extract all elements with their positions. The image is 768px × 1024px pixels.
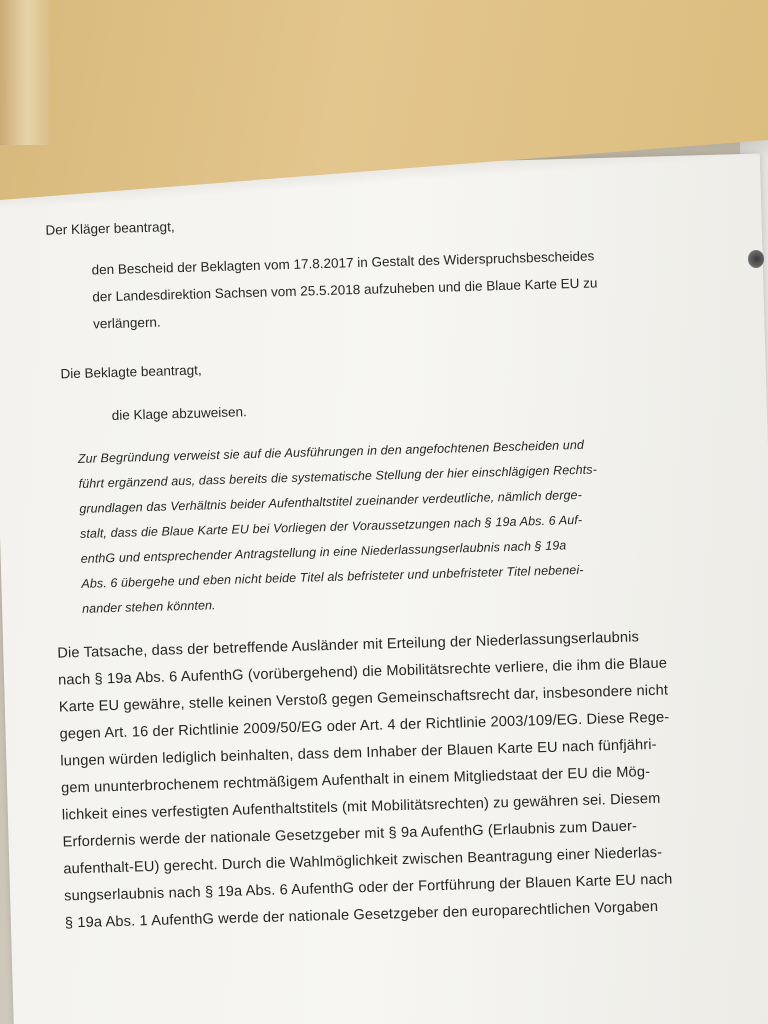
plaintiff-heading: Der Kläger beantragt, [45, 219, 175, 238]
paragraph-line: Karte EU gewähre, stelle keinen Verstoß gegen Gemeinschaftsrecht dar, insbesondere nicht [58, 682, 669, 716]
request-line: den Bescheid der Beklagten vom 17.8.2017 in Gestalt des Widerspruchsbescheides [91, 248, 595, 278]
paragraph-line: Erfordernis werde der nationale Gesetzgeber mit § 9a AufenthG (Erlaubnis zum Dauer- [62, 818, 638, 851]
paragraph-line: führt ergänzend aus, dass bereits die systematische Stellung der hier einschlägigen Rechts- [78, 462, 598, 491]
paragraph-line: grundlagen das Verhältnis beider Aufenthaltstitel zueinander verdeutliche, nämlich derge- [79, 487, 583, 516]
paragraph-line: stalt, dass die Blaue Karte EU bei Vorliegen der Voraussetzungen nach § 19a Abs. 6 Auf- [79, 512, 583, 541]
paragraph-line: nander stehen könnten. [81, 598, 216, 616]
paragraph-line: enthG und entsprechender Antragstellung in eine Niederlassungserlaubnis nach § 19a [80, 538, 567, 566]
paragraph-line: gegen Art. 16 der Richtlinie 2009/50/EG oder Art. 4 der Richtlinie 2003/109/EG. Diese Rege- [59, 709, 670, 743]
defendant-request: die Klage abzuweisen. [111, 404, 247, 423]
paragraph-line: sungserlaubnis nach § 19a Abs. 6 AufenthG oder der Fortführung der Blauen Karte EU nach [63, 871, 673, 905]
paragraph-line: § 19a Abs. 1 AufenthG werde der nationale Gesetzgeber den europarechtlichen Vorgaben [64, 898, 659, 932]
defendant-heading: Die Beklagte beantragt, [60, 362, 202, 382]
paragraph-line: aufenthalt-EU) gerecht. Durch die Wahlmöglichkeit zwischen Beantragung einer Niederlas- [63, 844, 663, 878]
paragraph-line: Abs. 6 übergehe und eben nicht beide Titel als befristeter und unbefristeter Titel nebenei- [81, 562, 584, 591]
paragraph-line: lungen würden lediglich beinhalten, dass dem Inhaber der Blauen Karte EU nach fünfjähri- [60, 736, 657, 770]
paragraph-line: gem ununterbrochenem rechtmäßigem Aufenthalt in einem Mitgliedstaat der EU die Mög- [60, 764, 651, 797]
paragraph-line: Zur Begründung verweist sie auf die Ausführungen in den angefochtenen Bescheiden und [77, 437, 585, 466]
request-line: verlängern. [92, 314, 161, 332]
request-line: der Landesdirektion Sachsen vom 25.5.2018 aufzuheben und die Blaue Karte EU zu [92, 275, 598, 305]
paragraph-line: nach § 19a Abs. 6 AufenthG (vorübergehend) die Mobilitätsrechte verliere, die ihm die Blaue [57, 655, 668, 689]
paragraph-line: lichkeit eines verfestigten Aufenthaltstitels (mit Mobilitätsrechten) zu gewähren sei. Diesem [61, 790, 661, 824]
paragraph-line: Die Tatsache, dass der betreffende Ausländer mit Erteilung der Niederlassungserlaubnis [57, 629, 640, 662]
